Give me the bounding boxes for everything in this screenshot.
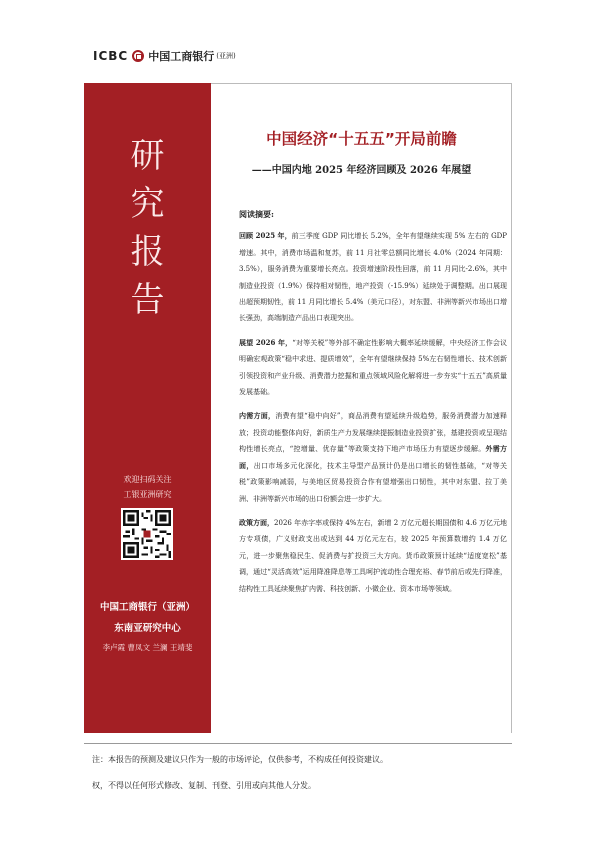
icbc-emblem-icon <box>132 50 144 62</box>
copyright-note: 权，不得以任何形式修改、复制、刊登、引用或向其他人分发。 <box>92 781 316 790</box>
paragraph-demand <box>239 408 507 506</box>
research-center: 东南亚研究中心 <box>114 623 181 634</box>
report-char-2: 究 <box>130 184 165 224</box>
summary-heading: 阅读摘要: <box>239 209 274 219</box>
paragraph-review <box>239 228 507 326</box>
report-char-1: 研 <box>130 136 165 176</box>
paragraph-lead: 内需方面， <box>239 411 276 421</box>
disclaimer-note: 注：本报告的预测及建议只作为一般的市场评论，仅供参考，不构成任何投资建议。 <box>92 755 388 764</box>
report-char-3: 报 <box>130 232 165 272</box>
paragraph-lead: 展望 2026 年， <box>239 337 293 347</box>
paragraph-text-external: 出口市场多元化深化，技术主导型产品预计仍是出口增长的韧性基础，“对等关税”政策影响减弱，与美地区贸易投资合作有望增强出口韧性，其中对东盟、拉丁美洲、非洲等新兴市场的出口份额会进一步扩大。 <box>239 461 508 503</box>
logo-bank: 中国工商银行 <box>148 50 215 63</box>
summary-content <box>239 206 507 605</box>
paragraph-text: 2026 年赤字率或保持 4%左右，新增 2 万亿元超长期国债和 4.6 万亿元地方专项债，广义财政支出或达到 44 万亿元左右，较 2025 年预算数增约 1.4 万亿元，进一步聚焦稳民生、促消费与扩投资三大方向。货币政策预计延续“适度宽松”基调，通过“灵活高效”运用降准降息等工具呵护流动性合理充裕、春节前后或先行降准，结构性工具延续聚焦扩内需、科技创新、小微企业、资本市场等领域。 <box>239 518 508 593</box>
authors: 李卢霞 曹凤文 兰澜 王靖斐 <box>102 643 193 652</box>
paragraph-lead: 回顾 2025 年， <box>239 231 292 241</box>
report-title: 中国经济“十五五”开局前瞻 <box>266 130 457 148</box>
qr-code[interactable] <box>121 508 173 560</box>
paragraph-lead-external: 外需方面， <box>239 444 508 470</box>
paragraph-outlook <box>239 335 507 401</box>
logo-latin: ICBC <box>93 49 129 63</box>
scan-text-1: 欢迎扫码关注 <box>123 475 172 484</box>
report-subtitle: ——中国内地 2025 年经济回顾及 2026 年展望 <box>251 165 472 176</box>
scan-text-2: 工银亚洲研究 <box>123 490 172 499</box>
paragraph-lead: 政策方面， <box>239 517 275 527</box>
icbc-logo <box>93 48 236 64</box>
paragraph-policy <box>239 515 507 597</box>
report-char-4: 告 <box>130 280 165 320</box>
sidebar <box>84 83 211 733</box>
footer-divider <box>84 743 512 744</box>
paragraph-text: 消费有望“稳中向好”，商品消费有望延续升级趋势，服务消费潜力加速释放；投资动能整体向好，新质生产力发展继续提振制造业投资扩张，基建投资或呈现结构性增长亮点，“控增量、优存量”等政策支持下地产市场压力有望逐步缓解。 <box>239 412 507 454</box>
paragraph-text: “对等关税”等外部不确定性影响大概率延续缓解，中央经济工作会议明确宏观政策“稳中求进、提质增效”，全年有望继续保持 5%左右韧性增长、技术创新引领投资和产业升级、消费潜力挖掘和重点领域风险化解将进一步夯实“十五五”高质量发展基础。 <box>239 338 507 397</box>
bank-name: 中国工商银行（亚洲） <box>99 602 195 613</box>
paragraph-text: 前三季度 GDP 同比增长 5.2%，全年有望继续实现 5% 左右的 GDP 增速。其中，消费市场温和复苏，前 11 月社零总额同比增长 4.0%（2024 年同期：3.5%），服务消费为重要增长亮点。投资增速阶段性回落，前 11 月同比-2.6%，其中制造业投资（1.9%）保持相对韧性，地产投资（-15.9%）延续处于调整期。出口展现出超预期韧性，前 11 月同比增长 5.4%（美元口径），对东盟、非洲等新兴市场出口增长强劲，高端制造产品出口表现突出。 <box>239 232 507 323</box>
logo-region: (亚洲) <box>216 52 236 60</box>
